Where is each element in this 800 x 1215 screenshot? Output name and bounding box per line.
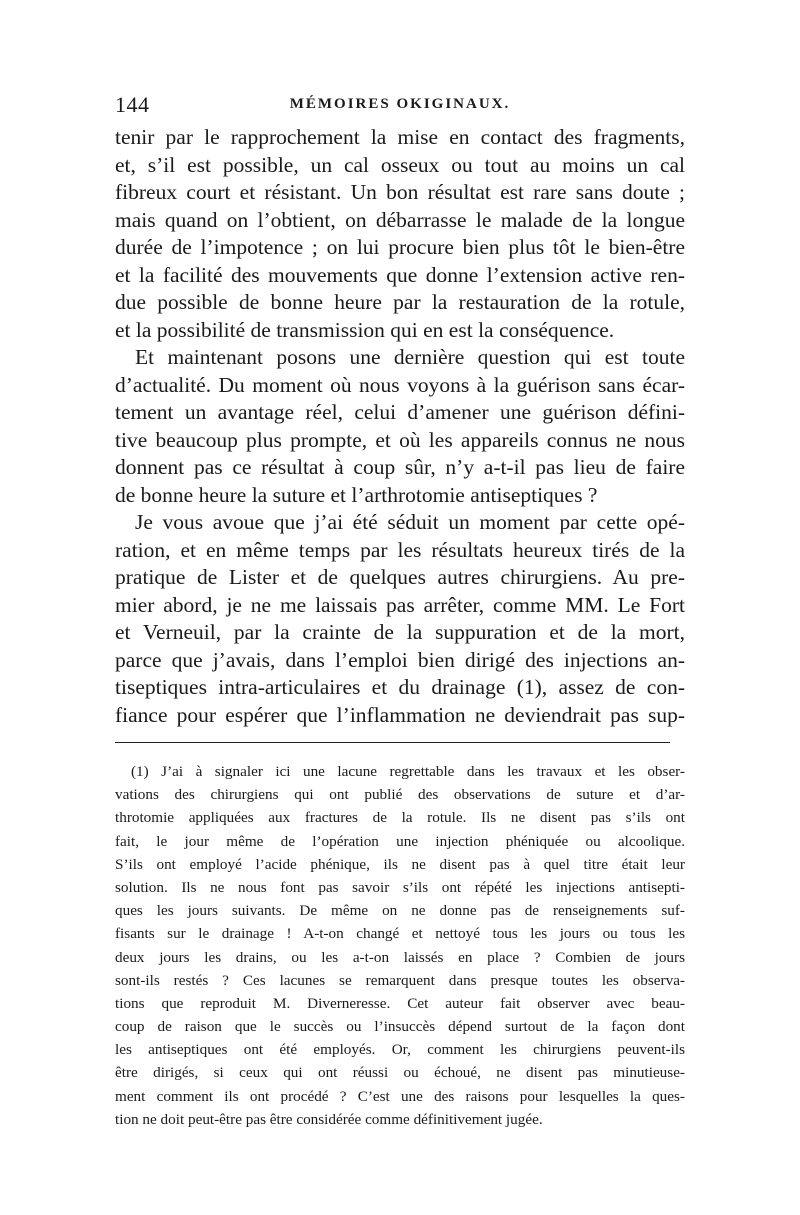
text-line: Et maintenant posons une dernière question qui est toute [135, 345, 685, 369]
footnote-line: deux jours les drains, ou les a-t-on laissés en place ? Combien de jours [115, 948, 685, 966]
footnote-line: ques les jours suivants. De même on ne donne pas de renseignements suf- [115, 902, 685, 920]
text-line: durée de l’impotence ; on lui procure bien plus tôt le bien-être [115, 235, 685, 259]
text-line: donnent pas ce résultat à coup sûr, n’y a-t-il pas lieu de faire [115, 455, 685, 479]
text-line: parce que j’avais, dans l’emploi bien dirigé des injections an- [115, 647, 685, 672]
text-line: tive beaucoup plus prompte, et où les appareils connus ne nous [115, 427, 685, 452]
text-line: mais quand on l’obtient, on débarrasse le malade de la longue [115, 207, 685, 232]
footnote-line: solution. Ils ne nous font pas savoir s’ils ont répété les injections antisepti- [115, 878, 685, 896]
text-line: fiance pour espérer que l’inflammation ne deviendrait pas sup- [115, 702, 685, 727]
text-line: et la possibilité de transmission qui en est la conséquence. [115, 317, 615, 342]
footnote-line: throtomie appliquées aux fractures de la rotule. Ils ne disent pas s’ils ont [115, 809, 685, 827]
text-line: pratique de Lister et de quelques autres chirurgiens. Au pre- [115, 565, 685, 589]
text-line: tement un avantage réel, celui d’amener une guérison défini- [115, 400, 685, 424]
footnote-line: S’ils ont employé l’acide phénique, ils ne disent pas à quel titre était leur [115, 855, 685, 873]
footnote-line: coup de raison que le succès ou l’insuccès dépend surtout de la façon dont [115, 1018, 685, 1036]
text-line: et, s’il est possible, un cal osseux ou tout au moins un cal [115, 152, 685, 177]
page-header [115, 92, 685, 122]
text-line: mier abord, je ne me laissais pas arrêter, comme MM. Le Fort [115, 592, 685, 617]
text-line: ration, et en même temps par les résultats heureux tirés de la [115, 537, 685, 562]
text-line: fibreux court et résistant. Un bon résultat est rare sans doute ; [115, 180, 685, 204]
footnote-line: vations des chirurgiens qui ont publié des observations de suture et d’ar- [115, 786, 685, 804]
running-title: MÉMOIRES OKIGINAUX. [289, 96, 511, 112]
footnote-line: ment comment ils ont procédé ? C’est une des raisons pour lesquelles la ques- [115, 1087, 685, 1105]
main-text [115, 124, 685, 729]
footnote [115, 760, 685, 1131]
text-line: de bonne heure la suture et l’arthrotomie antiseptiques ? [115, 482, 598, 507]
text-line: due possible de bonne heure par la restauration de la rotule, [115, 290, 685, 314]
text-line: et Verneuil, par la crainte de la suppuration et de la mort, [115, 620, 685, 644]
footnote-line: les antiseptiques ont été employés. Or, comment les chirurgiens peuvent-ils [115, 1041, 685, 1059]
footnote-separator [115, 742, 670, 743]
footnote-line: (1) J’ai à signaler ici une lacune regrettable dans les travaux et les obser- [131, 763, 685, 780]
footnote-line: sont-ils restés ? Ces lacunes se remarquent dans presque toutes les observa- [115, 971, 685, 989]
footnote-line: fait, le jour même de l’opération une injection phéniquée ou alcoolique. [115, 832, 685, 850]
page-number: 144 [115, 92, 150, 117]
footnote-line: tion ne doit peut-être pas être considérée comme définitivement jugée. [115, 1110, 543, 1128]
text-line: Je vous avoue que j’ai été séduit un moment par cette opé- [135, 510, 685, 534]
text-line: et la facilité des mouvements que donne l’extension active ren- [115, 262, 685, 287]
footnote-line: être dirigés, si ceux qui ont réussi ou échoué, ne disent pas minutieuse- [115, 1064, 685, 1082]
footnote-line: tions que reproduit M. Diverneresse. Cet auteur fait observer avec beau- [115, 994, 685, 1012]
footnote-line: fisants sur le drainage ! A-t-on changé et nettoyé tous les jours ou tous les [115, 925, 685, 943]
text-line: d’actualité. Du moment où nous voyons à la guérison sans écar- [115, 372, 685, 397]
text-line: tenir par le rapprochement la mise en contact des fragments, [115, 125, 685, 149]
text-line: tiseptiques intra-articulaires et du drainage (1), assez de con- [115, 675, 685, 699]
